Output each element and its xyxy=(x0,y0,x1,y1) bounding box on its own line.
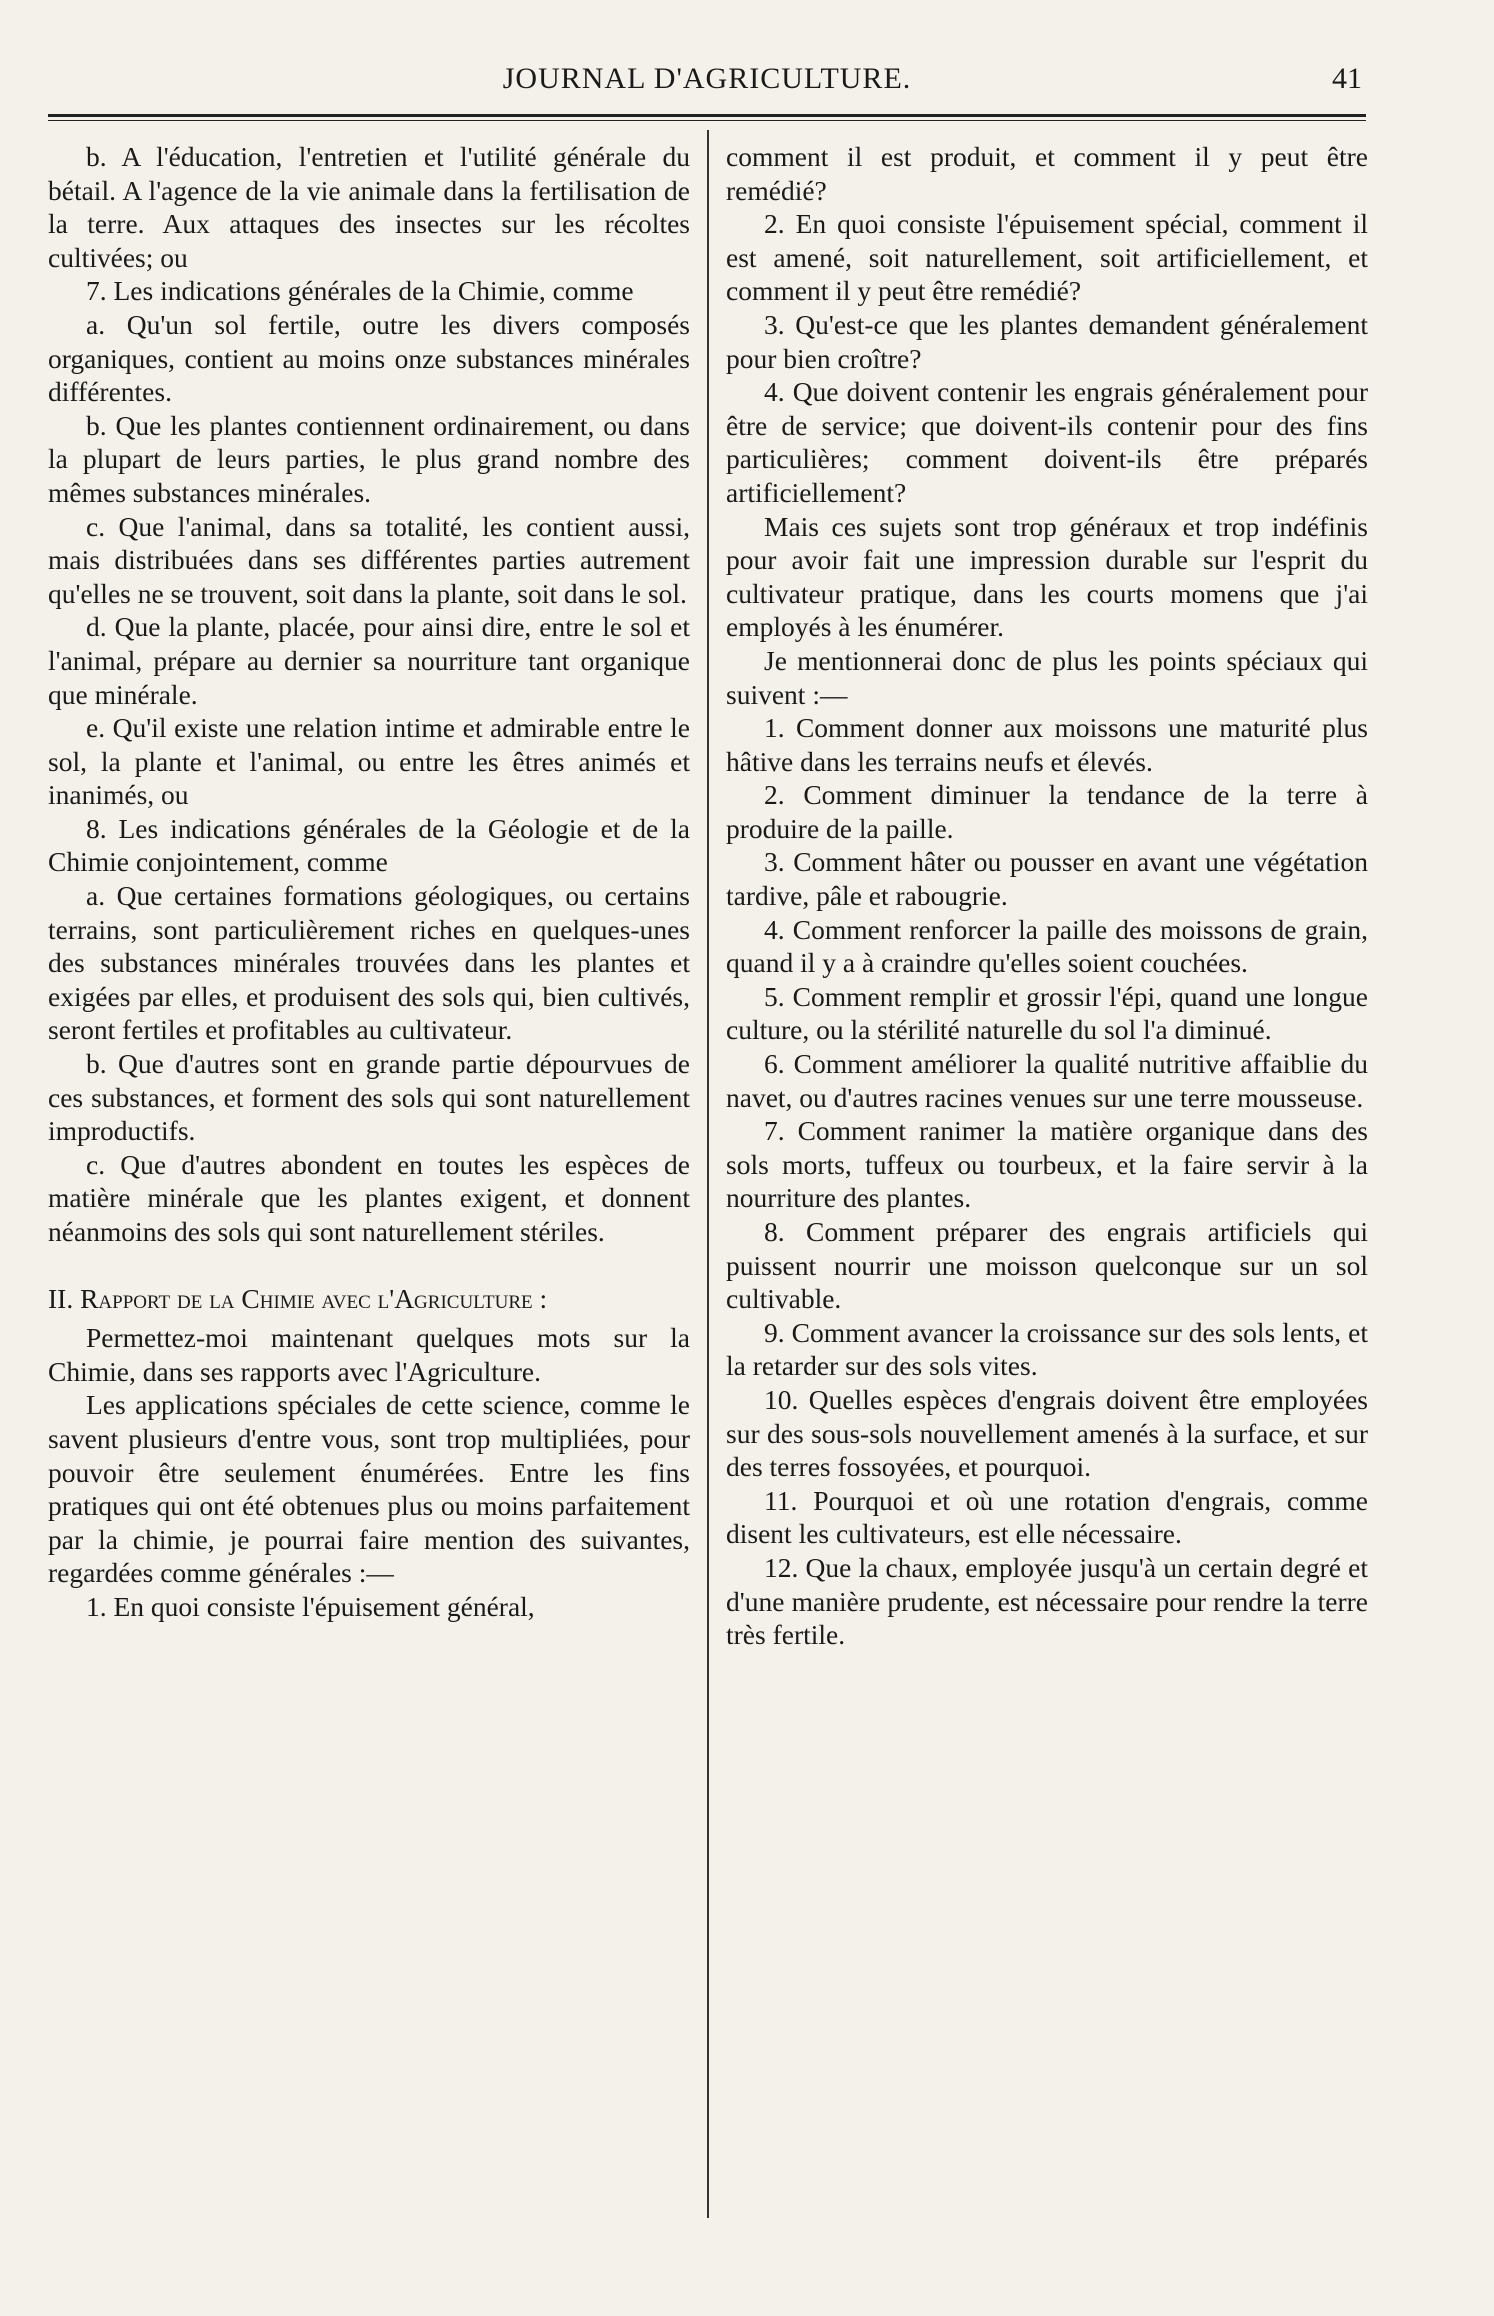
right-column xyxy=(726,140,1368,1652)
paragraph: 4. Comment renforcer la paille des moissons de grain, quand il y a à craindre qu'elles soient couchées. xyxy=(726,913,1368,979)
paragraph: 2. En quoi consiste l'épuisement spécial, comment il est amené, soit naturellement, soit artificiellement, et comment il y peut être remédié? xyxy=(726,208,1368,307)
paragraph: Mais ces sujets sont trop généraux et trop indéfinis pour avoir fait une impression durable sur l'esprit du cultivateur pratique, dans les courts momens que j'ai employés à les énumérer. xyxy=(726,510,1368,643)
paragraph: 8. Comment préparer des engrais artificiels qui puissent nourrir une moisson quelconque sur un sol cultivable. xyxy=(726,1216,1368,1315)
paragraph: 6. Comment améliorer la qualité nutritive affaiblie du navet, ou d'autres racines venues sur une terre mousseuse. xyxy=(726,1048,1368,1113)
paragraph: Les applications spéciales de cette science, comme le savent plusieurs d'entre vous, sont trop multipliées, pour pouvoir être seulement énumérées. Entre les fins pratiques qui ont été obtenues plus ou moins parfaitement par la chimie, je pourrai faire mention des suivantes, regardées comme générales :— xyxy=(48,1389,690,1589)
paragraph: a. Qu'un sol fertile, outre les divers composés organiques, contient au moins onze substances minérales différentes. xyxy=(48,308,690,408)
paragraph: c. Que d'autres abondent en toutes les espèces de matière minérale que les plantes exigent, et donnent néanmoins des sols qui sont naturellement stériles. xyxy=(48,1148,690,1247)
paragraph: a. Que certaines formations géologiques, ou certains terrains, sont particulièrement riches en quelques-unes des substances minérales trouvées dans les plantes et exigées par elles, et produisent des sols qui, bien cultivés, seront fertiles et profitables au cultivateur. xyxy=(48,880,690,1046)
header-rule xyxy=(48,114,1366,121)
running-header xyxy=(48,58,1366,106)
paragraph: 7. Les indications générales de la Chimie, comme xyxy=(86,275,634,307)
paragraph: comment il est produit, et comment il y peut être remédié? xyxy=(726,141,1368,206)
paragraph: 7. Comment ranimer la matière organique dans des sols morts, tuffeux ou tourbeux, et la faire servir à la nourriture des plantes. xyxy=(726,1115,1368,1214)
paragraph: 12. Que la chaux, employée jusqu'à un certain degré et d'une manière prudente, est nécessaire pour rendre la terre très fertile. xyxy=(726,1551,1368,1651)
paragraph: b. Que d'autres sont en grande partie dépourvues de ces substances, et forment des sols qui sont naturellement improductifs. xyxy=(48,1048,690,1147)
paragraph: 4. Que doivent contenir les engrais généralement pour être de service; que doivent-ils contenir pour des fins particulières; comment doivent-ils être préparés artificiellement? xyxy=(726,376,1368,508)
paragraph: 1. En quoi consiste l'épuisement général, xyxy=(86,1590,535,1622)
paragraph: 3. Comment hâter ou pousser en avant une végétation tardive, pâle et rabougrie. xyxy=(726,846,1368,912)
journal-title: JOURNAL D'AGRICULTURE. xyxy=(502,62,912,95)
paragraph: c. Que l'animal, dans sa totalité, les contient aussi, mais distribuées dans ses différentes parties autrement qu'elles ne se trouvent, soit dans la plante, soit dans le sol. xyxy=(48,510,690,609)
paragraph: 8. Les indications générales de la Géologie et de la Chimie conjointement, comme xyxy=(48,812,690,878)
paragraph: 3. Qu'est-ce que les plantes demandent généralement pour bien croître? xyxy=(726,308,1368,374)
left-column xyxy=(48,140,690,1624)
paragraph: 2. Comment diminuer la tendance de la terre à produire de la paille. xyxy=(726,779,1368,844)
paragraph: e. Qu'il existe une relation intime et admirable entre le sol, la plante et l'animal, ou entre les êtres animés et inanimés, ou xyxy=(48,712,690,811)
paragraph: 1. Comment donner aux moissons une maturité plus hâtive dans les terrains neufs et élevés. xyxy=(726,712,1368,777)
paragraph: Permettez-moi maintenant quelques mots sur la Chimie, dans ses rapports avec l'Agriculture. xyxy=(48,1322,690,1387)
paragraph: 9. Comment avancer la croissance sur des sols lents, et la retarder sur des sols vites. xyxy=(726,1316,1368,1382)
paragraph: 5. Comment remplir et grossir l'épi, quand une longue culture, ou la stérilité naturelle du sol l'a diminué. xyxy=(726,980,1368,1046)
paragraph: 10. Quelles espèces d'engrais doivent être employées sur des sous-sols nouvellement amenés à la surface, et sur des terres fossoyées, et pourquoi. xyxy=(726,1383,1368,1483)
paragraph: Je mentionnerai donc de plus les points spéciaux qui suivent :— xyxy=(726,644,1368,710)
paragraph: d. Que la plante, placée, pour ainsi dire, entre le sol et l'animal, prépare au dernier sa nourriture tant organique que minérale. xyxy=(48,611,690,710)
paragraph: b. Que les plantes contiennent ordinairement, ou dans la plupart de leurs parties, le plus grand nombre des mêmes substances minérales. xyxy=(48,409,690,508)
column-divider xyxy=(707,130,709,2218)
paragraph: 11. Pourquoi et où une rotation d'engrais, comme disent les cultivateurs, est elle nécessaire. xyxy=(726,1484,1368,1550)
page-number: 41 xyxy=(1332,62,1362,95)
section-heading: II. Rapport de la Chimie avec l'Agriculture : xyxy=(48,1282,548,1314)
paragraph: b. A l'éducation, l'entretien et l'utilité générale du bétail. A l'agence de la vie animale dans la fertilisation de la terre. Aux attaques des insectes sur les récoltes cultivées; ou xyxy=(48,141,690,273)
